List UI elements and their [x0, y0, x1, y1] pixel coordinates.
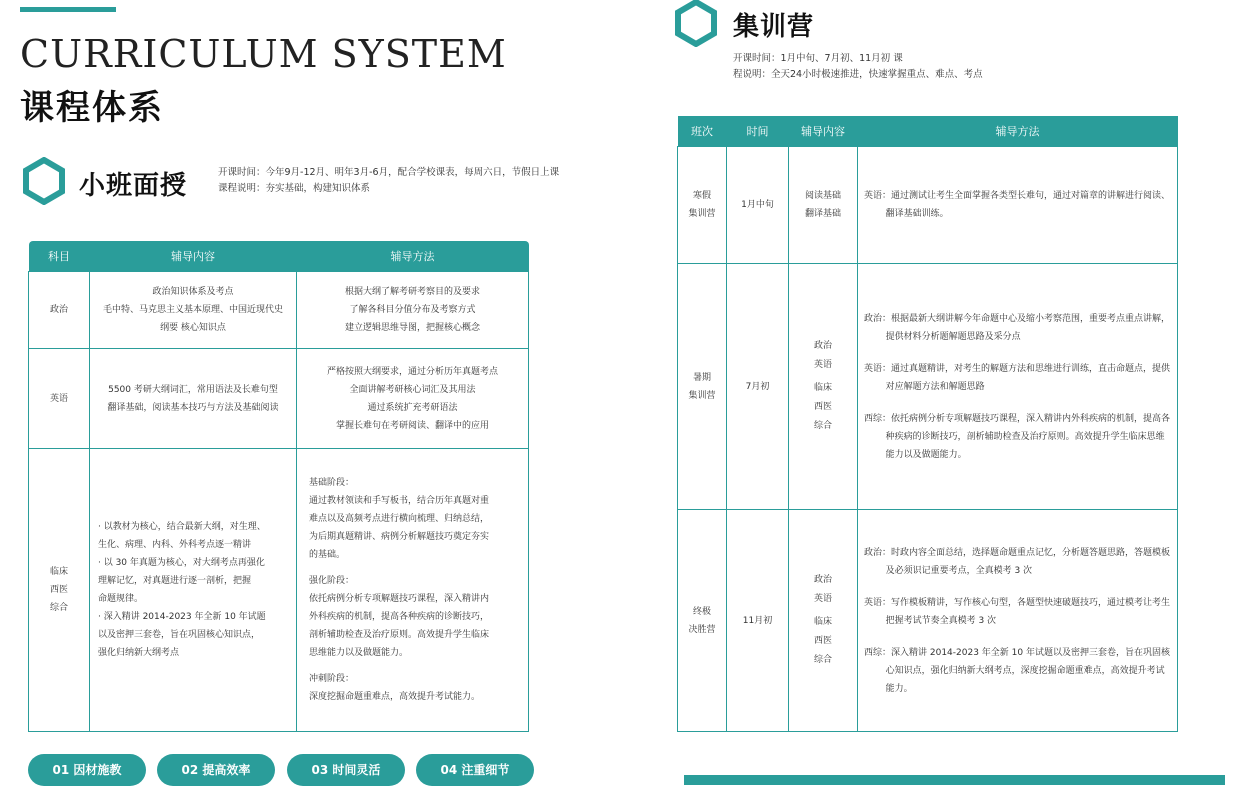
col-header-subject: 科目 [29, 241, 90, 272]
stage-block: 强化阶段： 依托病例分析专项解题技巧课程，深入精讲内 外科疾病的机制，提高各种疾病的诊断技巧， 剖析辅助检查及治疗原则。高效提升学生临床 思维能力以及做题能力。 [309, 576, 490, 658]
col-header-time: 时间 [727, 116, 789, 147]
content-cell: 政治知识体系及考点 毛中特、马克思主义基本原理、中国近现代史 纲要 核心知识点 [90, 272, 297, 349]
col-header-method: 辅导方法 [297, 241, 529, 272]
feature-pill-1: 01 因材施教 [28, 754, 146, 786]
class-cell: 暑期 集训营 [678, 264, 727, 510]
method-cell: 政治：根据最新大纲讲解今年命题中心及缩小考察范围，重要考点重点讲解，提供材料分析题解题思路及采分点 英语：通过真题精讲，对考生的解题方法和思维进行训练，直击命题点，提供对应解题方法和解题思路 西综：依托病例分析专项解题技巧课程，深入精讲内外科疾病的机制，提高各种疾病的诊断技巧，剖析辅助检查及治疗原则。高效提升学生临床思维能力以及做题能力。 [858, 264, 1178, 510]
method-cell: 政治：时政内容全面总结，选择题命题重点记忆，分析题答题思路，答题模板及必须识记重要考点，全真模考 3 次 英语：写作模板精讲，写作核心句型，各题型快速破题技巧，通过模考让考生把握考试节奏全真模考 3 次 西综：深入精讲 2014-2023 年全新 10 年试题以及密押三套卷，旨在巩固核心知识点，强化归纳新大纲考点，深度挖掘命题重难点，高效提升考试能力。 [858, 510, 1178, 732]
method-cell [297, 449, 529, 732]
col-header-content: 辅导内容 [789, 116, 858, 147]
subject-cell: 临床 西医 综合 [29, 449, 90, 732]
top-accent-bar [20, 7, 116, 12]
table-row [29, 349, 529, 449]
time-cell: 11月初 [727, 510, 789, 732]
method-cell: 根据大纲了解考研考察目的及要求 了解各科目分值分布及考察方式 建立逻辑思维导图，把握核心概念 [297, 272, 529, 349]
content-cell: 政治 英语 临床 西医 综合 [789, 510, 858, 732]
method-cell: 英语：通过测试让考生全面掌握各类型长难句，通过对篇章的讲解进行阅读、翻译基础训练。 [858, 147, 1178, 264]
camp-table [677, 116, 1178, 732]
content-cell: 阅读基础 翻译基础 [789, 147, 858, 264]
table-row [678, 264, 1178, 510]
content-cell: · 以教材为核心，结合最新大纲，对生理、 生化、病理、内科、外科考点逐一精讲 · 以 30 年真题为核心，对大纲考点再强化 理解记忆，对真题进行逐一剖析，把握 命题规律。 · 深入精讲 2014-2023 年全新 10 年试题 以及密押三套卷，旨在巩固核心知识点， 强化归纳新大纲考点 [90, 449, 297, 732]
small-class-table [28, 241, 529, 732]
subject-cell: 政治 [29, 272, 90, 349]
time-cell: 1月中旬 [727, 147, 789, 264]
method-cell: 严格按照大纲要求，通过分析历年真题考点 全面讲解考研核心词汇及其用法 通过系统扩充考研语法 掌握长难句在考研阅读、翻译中的应用 [297, 349, 529, 449]
table-row [29, 272, 529, 349]
small-class-title: 小班面授 [79, 171, 188, 201]
small-class-time: 开课时间：今年9月-12月、明年3月-6月，配合学校课表，每周六日，节假日上课 [218, 167, 560, 178]
feature-pill-2: 02 提高效率 [157, 754, 275, 786]
hexagon-icon [22, 157, 66, 205]
stage-block: 冲刺阶段： 深度挖掘命题重难点，高效提升考试能力。 [309, 674, 481, 702]
chinese-title: 课程体系 [20, 88, 164, 128]
hexagon-icon [674, 0, 718, 47]
table-header-row [678, 116, 1178, 147]
table-row [678, 510, 1178, 732]
english-title: CURRICULUM SYSTEM [20, 32, 507, 76]
small-class-desc: 课程说明：夯实基础，构建知识体系 [218, 183, 371, 194]
time-cell: 7月初 [727, 264, 789, 510]
class-cell: 终极 决胜营 [678, 510, 727, 732]
table-row [678, 147, 1178, 264]
col-header-content: 辅导内容 [90, 241, 297, 272]
class-cell: 寒假 集训营 [678, 147, 727, 264]
camp-time: 开课时间：1月中旬、7月初、11月初 课 [733, 53, 903, 64]
table-header-row [29, 241, 529, 272]
col-header-method: 辅导方法 [858, 116, 1178, 147]
feature-pill-3: 03 时间灵活 [287, 754, 405, 786]
subject-cell: 英语 [29, 349, 90, 449]
bottom-accent-bar [684, 775, 1225, 785]
content-cell: 政治 英语 临床 西医 综合 [789, 264, 858, 510]
table-row [29, 449, 529, 732]
feature-pill-4: 04 注重细节 [416, 754, 534, 786]
content-cell: 5500 考研大纲词汇，常用语法及长难句型 翻译基础，阅读基本技巧与方法及基础阅读 [90, 349, 297, 449]
camp-desc: 程说明：全天24小时极速推进，快速掌握重点、难点、考点 [733, 69, 983, 80]
col-header-class: 班次 [678, 116, 727, 147]
camp-title: 集训营 [733, 12, 815, 42]
stage-block: 基础阶段： 通过教材领读和手写板书，结合历年真题对重 难点以及高频考点进行横向梳理、归纳总结， 为后期真题精讲、病例分析解题技巧奠定夯实 的基础。 [309, 478, 490, 560]
